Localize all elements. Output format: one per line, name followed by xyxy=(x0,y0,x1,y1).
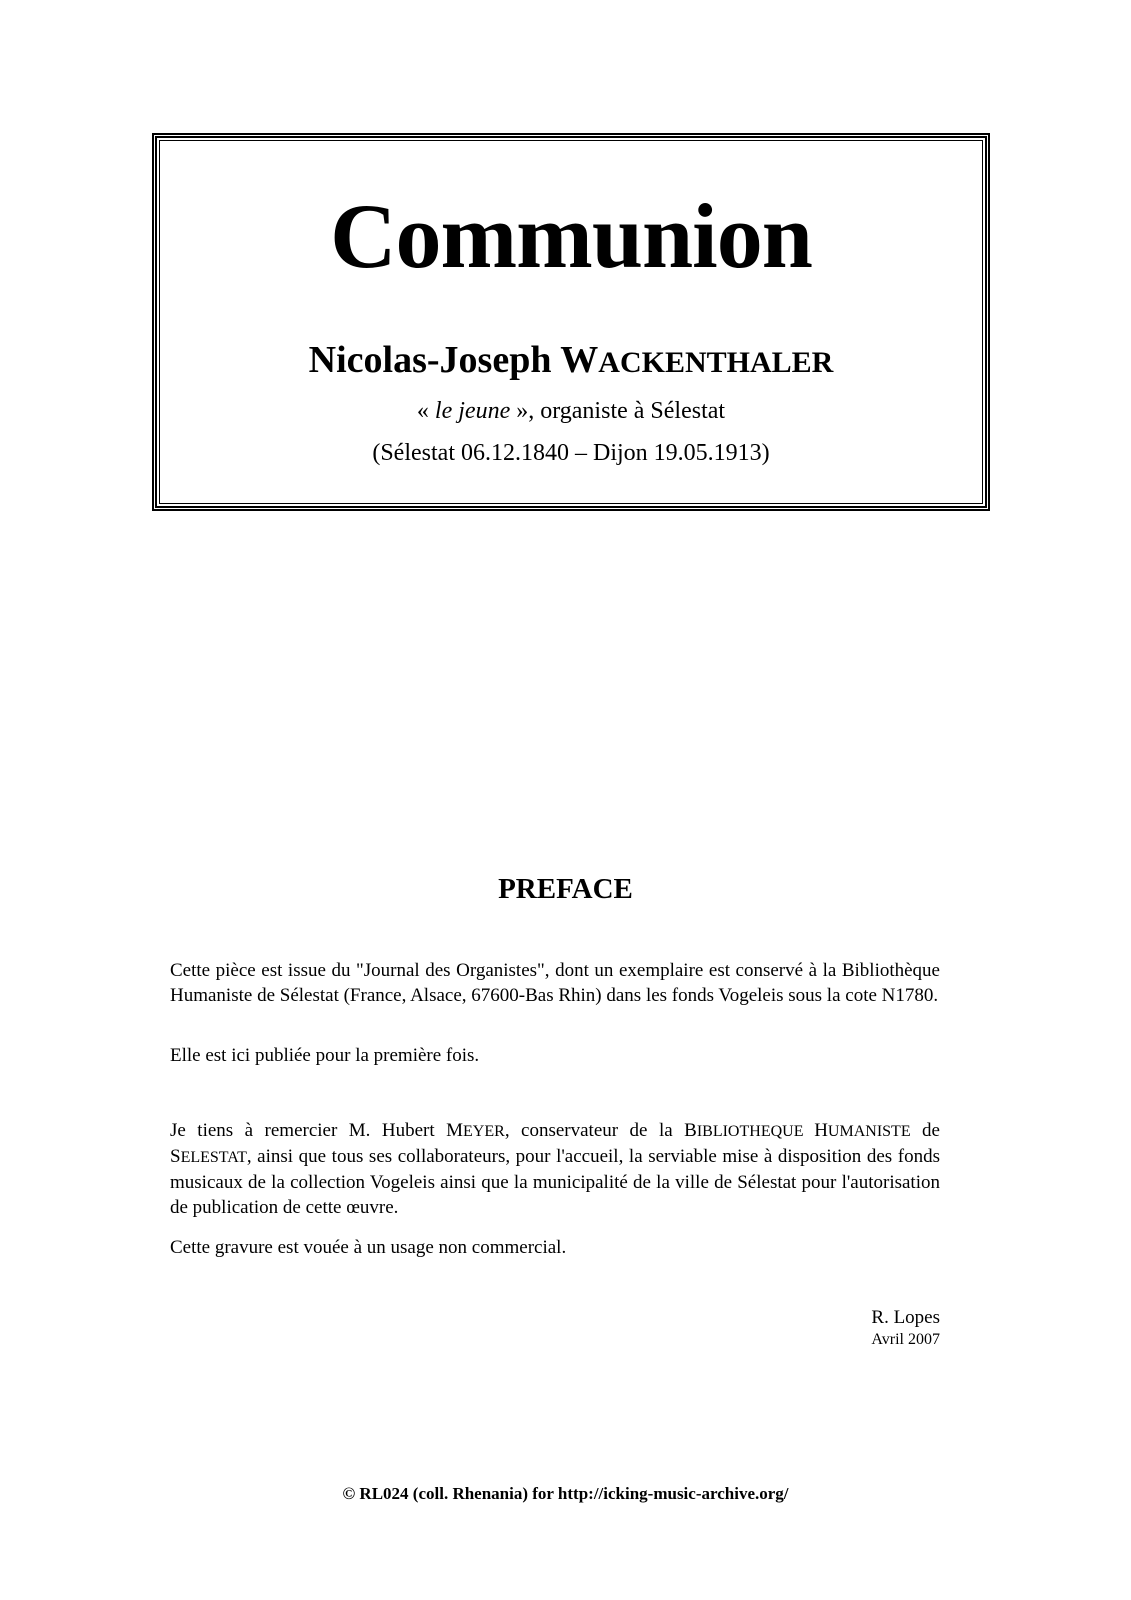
piece-title: Communion xyxy=(330,185,812,287)
p3-part-c: de xyxy=(910,1120,940,1141)
subtitle-rest: », organiste à Sélestat xyxy=(510,398,726,424)
p3-meyer-rest: EYER xyxy=(463,1123,505,1140)
composer-subtitle xyxy=(157,396,985,426)
p3-sel-initial: S xyxy=(170,1146,181,1167)
p3-part-b: , conservateur de la xyxy=(504,1120,685,1141)
preface-paragraph-2: Elle est ici publiée pour la première fois. xyxy=(170,1045,480,1066)
preface-paragraph-3 xyxy=(170,1118,940,1220)
signature-date: Avril 2007 xyxy=(871,1331,940,1348)
signature-name: R. Lopes xyxy=(871,1307,940,1328)
signature xyxy=(871,1306,940,1350)
p3-bib-rest: IBLIOTHEQUE xyxy=(696,1123,815,1140)
p3-hum-rest: UMANISTE xyxy=(827,1123,911,1140)
p3-bib-initial: B xyxy=(684,1120,697,1141)
composer-surname-initial: W xyxy=(560,339,599,381)
subtitle-open: « xyxy=(416,398,435,424)
title-box xyxy=(152,133,990,511)
p3-sel-rest: ELESTAT xyxy=(180,1149,247,1166)
p3-part-a: Je tiens à remercier M. Hubert xyxy=(170,1120,447,1141)
footer-copyright: © RL024 (coll. Rhenania) for http://icking-music-archive.org/ xyxy=(342,1484,789,1503)
preface-paragraph-1: Cette pièce est issue du "Journal des Organistes", dont un exemplaire est conservé à la Bibliothèque Humaniste de Sélestat (France, Alsace, 67600-Bas Rhin) dans les fonds Vogeleis sous la cote N1780. xyxy=(170,960,940,1006)
preface-heading: PREFACE xyxy=(498,873,633,905)
composer-surname-rest: ACKENTHALER xyxy=(598,346,834,379)
preface-paragraph-4: Cette gravure est vouée à un usage non commercial. xyxy=(170,1237,567,1258)
subtitle-italic: le jeune xyxy=(434,398,511,424)
p3-meyer-initial: M xyxy=(446,1120,464,1141)
p3-hum-initial: H xyxy=(814,1120,828,1141)
composer-name xyxy=(157,338,985,385)
composer-dates: (Sélestat 06.12.1840 – Dijon 19.05.1913) xyxy=(372,440,770,466)
composer-first-name: Nicolas-Joseph xyxy=(308,339,561,381)
p3-part-d: , ainsi que tous ses collaborateurs, pour l'accueil, la serviable mise à disposition des fonds musicaux de la collection Vogeleis ainsi que la municipalité de la ville de Sélestat pour l'autorisation de publication de cette œuvre. xyxy=(170,1146,940,1218)
